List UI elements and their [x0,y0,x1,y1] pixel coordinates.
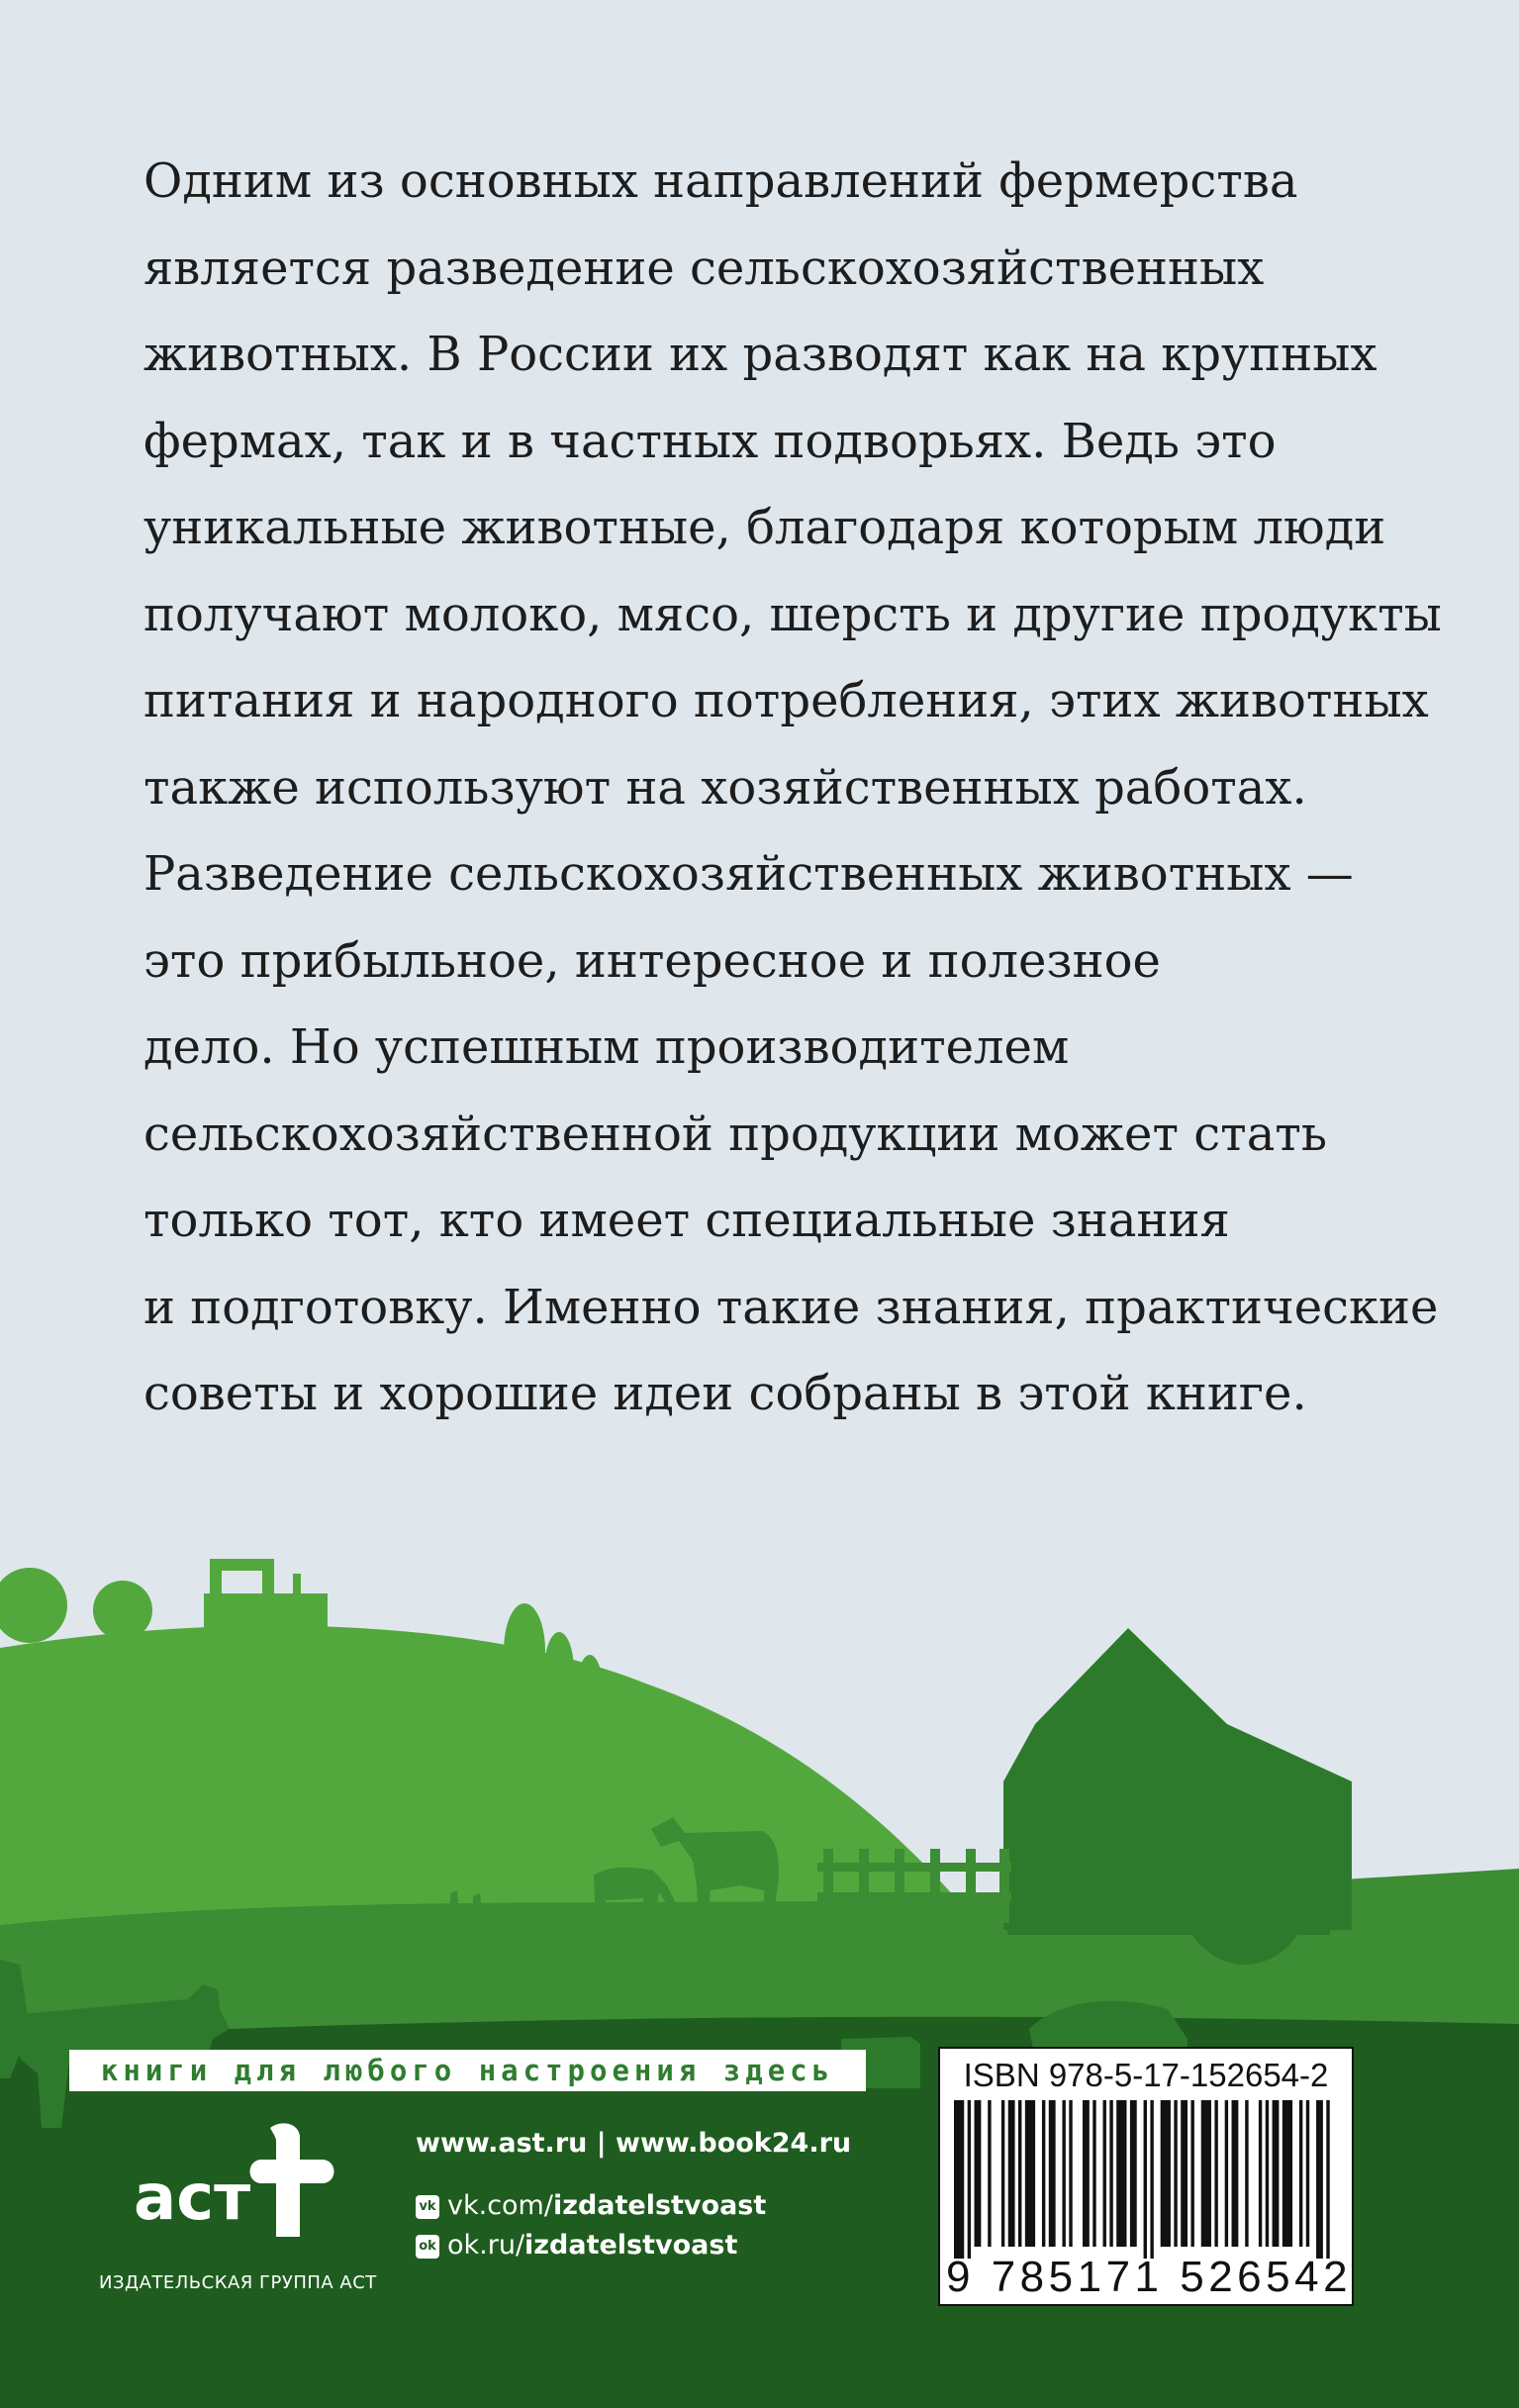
isbn-barcode-box [938,2047,1354,2306]
tagline-banner: книги для любого настроения здесь [69,2050,866,2091]
blurb-line: питания и народного потребления, этих животных [143,673,1429,728]
blurb-line: уникальные животные, благодаря которым люди [143,500,1386,555]
blurb-line: сельскохозяйственной продукции может стать [143,1106,1327,1162]
ok-link[interactable] [416,2226,851,2265]
barcode-bar [1069,2100,1072,2247]
barcode-bar [954,2100,964,2259]
blurb-line: фермах, так и в частных подворьях. Ведь это [143,413,1277,469]
barcode-bar [1245,2100,1248,2247]
barcode-bar [1144,2100,1147,2259]
barcode-bar [1190,2100,1193,2247]
barcode-bar [1062,2100,1065,2247]
barcode-bar [1232,2100,1239,2247]
tree [577,1655,603,1722]
barcode-bar [1282,2100,1292,2247]
ok-handle: izdatelstvoast [524,2230,738,2261]
blurb-line: Одним из основных направлений фермерства [143,153,1298,209]
blurb-line: является разведение сельскохозяйственных [143,240,1265,296]
barcode-bar [1181,2100,1187,2247]
bush [93,1581,152,1640]
barcode-bar [1316,2100,1323,2259]
barcode-bar [975,2100,982,2247]
ast-logo [114,2108,351,2247]
barcode-bar [1326,2100,1329,2259]
bush [0,1568,67,1643]
barcode-bar [1174,2100,1177,2247]
barcode-bar [1150,2100,1153,2259]
barcode-bar [1161,2100,1171,2247]
barcode-bar [988,2100,991,2247]
tree [544,1632,574,1709]
isbn-label: ISBN 978-5-17-152654-2 [963,2057,1329,2093]
barcode-bar [1116,2100,1126,2247]
barcode-bar [1266,2100,1269,2247]
barcode-bar [1214,2100,1217,2247]
blurb-line: и подготовку. Именно такие знания, практические [143,1279,1439,1335]
ok-icon: ok [416,2235,439,2259]
blurb-line: советы и хорошие идеи собраны в этой книге. [143,1366,1307,1421]
vk-icon: vk [416,2195,439,2219]
website-links[interactable]: www.ast.ru | www.book24.ru [416,2128,852,2159]
barcode-bar [1109,2100,1112,2247]
vk-prefix: vk.com/ [447,2190,553,2221]
logo-cross-icon [250,2123,334,2237]
barcode-bar [1049,2100,1056,2247]
barcode-bar [1201,2100,1211,2247]
barcode-bar [1273,2100,1280,2247]
blurb-line: дело. Но успешным производителем [143,1019,1070,1075]
logo-text: аст [134,2162,251,2235]
barcode-bar [1025,2100,1035,2247]
barcode-bar [1018,2100,1021,2247]
blurb-line: Разведение сельскохозяйственных животных — [143,846,1354,902]
blurb-line: только тот, кто имеет специальные знания [143,1193,1230,1248]
blurb-line: животных. В России их разводят как на крупных [143,327,1377,382]
ean-digits: 9 785171 526542 [946,2253,1353,2301]
publisher-name: ИЗДАТЕЛЬСКАЯ ГРУППА АСТ [99,2272,377,2293]
barcode-bar [1225,2100,1228,2247]
publisher-links [416,2128,851,2265]
barcode-bar [1083,2100,1090,2247]
barcode-bar [1001,2100,1004,2247]
barcode-bar [1130,2100,1137,2247]
barcode-bar [1092,2100,1095,2247]
barcode-bar [968,2100,971,2259]
vk-handle: izdatelstvoast [552,2190,767,2221]
ok-prefix: ok.ru/ [447,2230,525,2261]
blurb-line: это прибыльное, интересное и полезное [143,932,1161,989]
barcode-bar [1306,2100,1309,2247]
barcode-bar [1299,2100,1302,2247]
vk-link[interactable] [416,2186,851,2226]
blurb-line: также используют на хозяйственных работах. [143,759,1307,816]
barcode-bar [1259,2100,1262,2247]
barcode-bar [1103,2100,1106,2247]
barcode-bar [1042,2100,1045,2247]
blurb-line: получают молоко, мясо, шерсть и другие продукты [143,586,1442,642]
tree [1178,1806,1312,1965]
barcode-bar [1008,2100,1015,2247]
barcode [954,2100,1340,2259]
